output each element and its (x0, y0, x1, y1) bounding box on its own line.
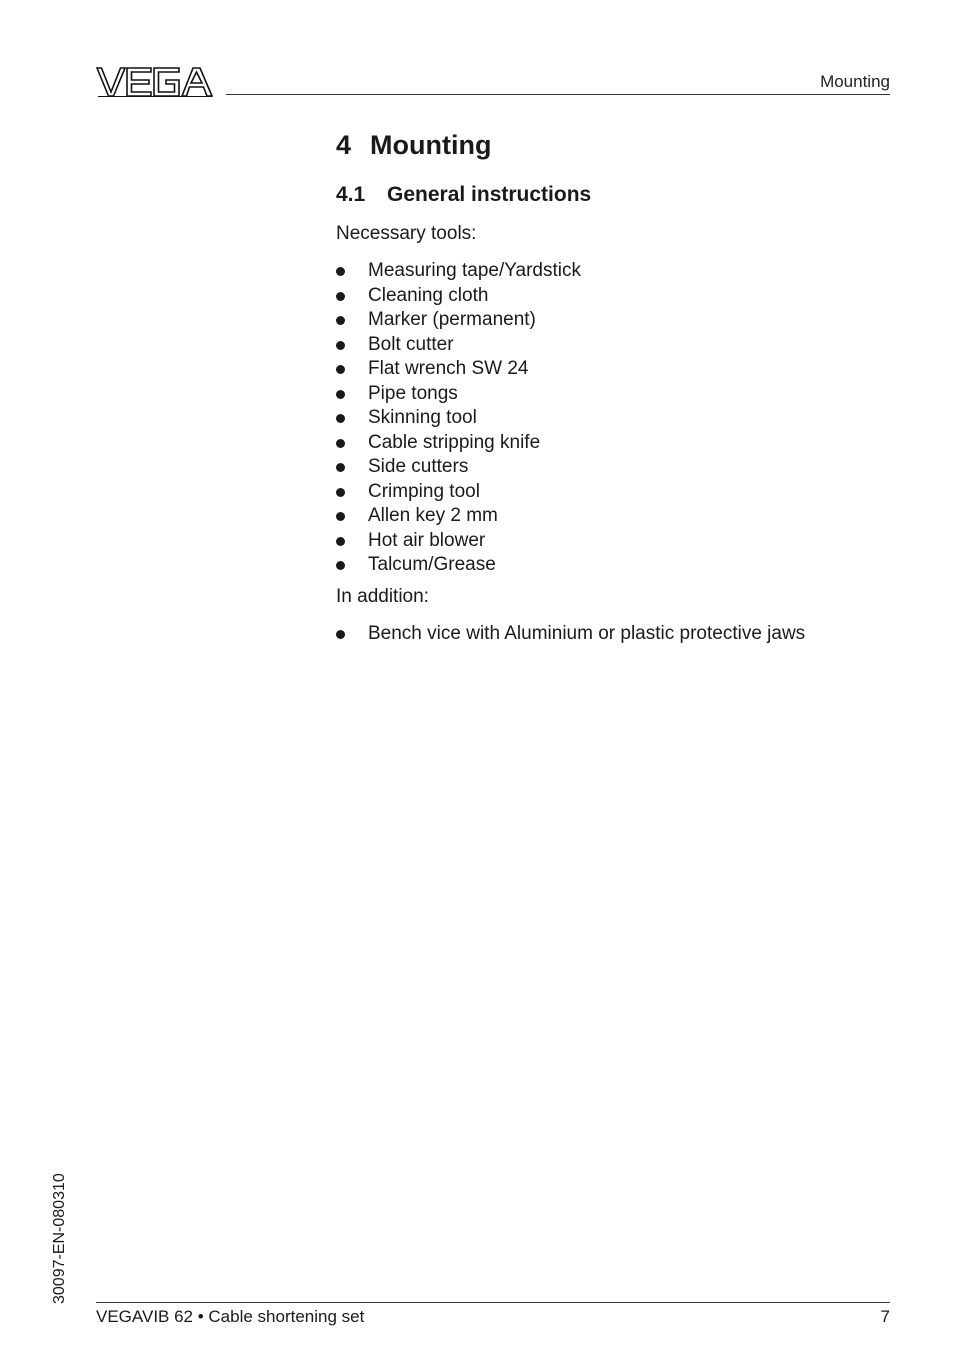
bullet-icon (336, 365, 345, 374)
chapter-title: Mounting (370, 130, 492, 160)
list-item-text: Allen key 2 mm (368, 505, 498, 526)
in-addition-label: In addition: (336, 585, 429, 607)
bullet-icon (336, 292, 345, 301)
list-item-text: Bolt cutter (368, 333, 454, 355)
list-item (336, 622, 896, 647)
list-item-text: Marker (permanent) (368, 309, 536, 330)
bullet-icon (336, 267, 345, 276)
list-item-text: Talcum/Grease (368, 554, 496, 575)
section-title: General instructions (387, 183, 592, 206)
bullet-icon (336, 341, 345, 350)
bullet-icon (336, 390, 345, 399)
list-item-text: Skinning tool (368, 407, 477, 428)
list-item (336, 406, 896, 431)
list-item-text: Measuring tape/Yardstick (368, 260, 581, 281)
list-item-text: Hot air blower (368, 529, 486, 551)
list-item-text: Bench vice with Aluminium or plastic protective jaws (368, 622, 806, 644)
list-item-text: Cleaning cloth (368, 284, 489, 306)
list-item (336, 259, 896, 284)
page-content (336, 128, 896, 646)
list-item (336, 504, 896, 529)
bullet-icon (336, 537, 345, 546)
list-item (336, 357, 896, 382)
list-item-text: Crimping tool (368, 480, 480, 502)
header-rule (226, 94, 890, 95)
bullet-icon (336, 512, 345, 521)
tools-list (336, 259, 896, 578)
chapter-number: 4 (336, 130, 352, 160)
list-item (336, 553, 896, 578)
list-item (336, 529, 896, 554)
bullet-icon (336, 561, 345, 570)
list-item (336, 308, 896, 333)
list-item (336, 382, 896, 407)
footer-product: VEGAVIB 62 • Cable shortening set (96, 1307, 365, 1326)
page-number: 7 (880, 1307, 890, 1326)
bullet-icon (336, 630, 345, 639)
bullet-icon (336, 463, 345, 472)
section-number: 4.1 (336, 183, 366, 206)
chapter-heading (336, 128, 896, 162)
document-number: 30097-EN-080310 (51, 1173, 68, 1304)
vega-logo (96, 66, 214, 98)
running-header: Mounting (820, 72, 890, 91)
list-item-text: Cable stripping knife (368, 431, 541, 453)
bullet-icon (336, 439, 345, 448)
list-item-text: Side cutters (368, 456, 469, 477)
footer-rule (96, 1302, 890, 1303)
list-item-text: Flat wrench SW 24 (368, 358, 529, 379)
bullet-icon (336, 488, 345, 497)
list-item (336, 431, 896, 456)
list-item (336, 480, 896, 505)
list-item (336, 284, 896, 309)
section-heading (336, 181, 896, 209)
list-item (336, 455, 896, 480)
bullet-icon (336, 414, 345, 423)
list-item (336, 333, 896, 358)
additional-items-list (336, 622, 896, 647)
necessary-tools-label: Necessary tools: (336, 223, 477, 244)
bullet-icon (336, 316, 345, 325)
list-item-text: Pipe tongs (368, 382, 458, 404)
